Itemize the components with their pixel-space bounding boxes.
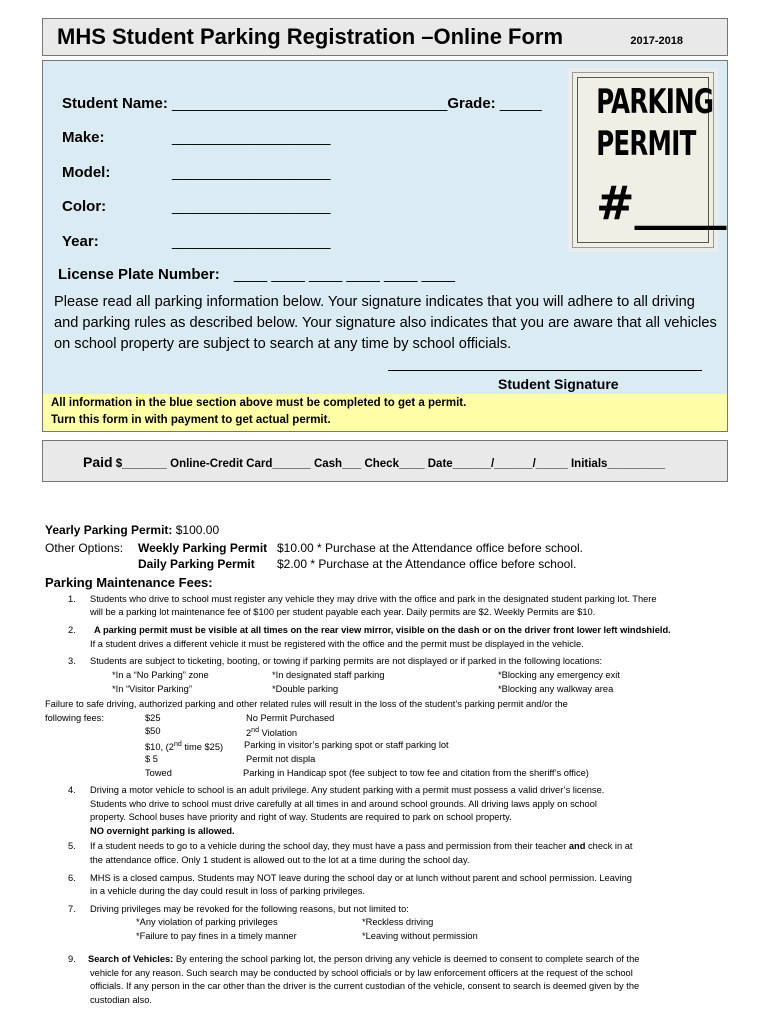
- rule-2-line-2: If a student drives a different vehicle it must be registered with the office and the permit must be displayed in the vehicle.: [90, 639, 584, 649]
- rule-4-line-1: Driving a motor vehicle to school is an adult privilege. Any student parking with a permit must possess a valid driver’s license.: [90, 785, 605, 795]
- rule-3-line-1: Students are subject to ticketing, booting, or towing if parking permits are not displayed or if parked in the following locations:: [90, 656, 603, 666]
- fee-1-amount: $25: [145, 713, 161, 723]
- license-plate-label: License Plate Number:: [58, 266, 220, 283]
- school-year: 2017-2018: [630, 35, 683, 47]
- year-line[interactable]: ___________________: [172, 233, 331, 250]
- failure-line-2: following fees:: [45, 713, 104, 723]
- fee-3-amount: $10, (2nd time $25): [145, 741, 224, 753]
- form-title-bar: [42, 18, 728, 56]
- rule-3-number: 3.: [68, 656, 76, 666]
- make-line[interactable]: ___________________: [172, 129, 331, 146]
- permit-word-parking: PARKING: [596, 82, 714, 122]
- fee-5-description: Parking in Handicap spot (fee subject to tow fee and citation from the sheriff’s office): [243, 768, 589, 778]
- rule-4-line-2: Students who drive to school must drive carefully at all times in and around school grounds. All driving laws apply on school: [90, 799, 597, 809]
- model-line[interactable]: ___________________: [172, 164, 331, 181]
- rule-9-line-3: officials. If any person in the car other than the driver is the current custodian of the vehicle, consent to search is deemed given by the: [90, 981, 640, 991]
- permit-word-permit: PERMIT: [596, 124, 696, 164]
- year-field[interactable]: [62, 233, 99, 250]
- color-line[interactable]: ___________________: [172, 198, 331, 215]
- rule-4-line-3: property. School buses have priority and right of way. Students are required to park on school property.: [90, 812, 512, 822]
- daily-permit-label: Daily Parking Permit: [138, 557, 255, 571]
- notice-line-2: Turn this form in with payment to get actual permit.: [51, 414, 331, 426]
- fee-3-description: Parking in visitor’s parking spot or staff parking lot: [244, 740, 449, 750]
- paid-label: Paid: [83, 454, 113, 470]
- page-title: MHS Student Parking Registration –Online Form: [57, 24, 564, 49]
- license-plate-line[interactable]: ____ ____ ____ ____ ____ ____: [233, 266, 455, 283]
- rule-2-line-1: A parking permit must be visible at all times on the rear view mirror, visible on the dash or on the driver front lower left windshield.: [94, 625, 671, 635]
- model-label: Model:: [62, 164, 111, 181]
- rule-9-line-1: Search of Vehicles: By entering the school parking lot, the person driving any vehicle is deemed to consent to complete search of the: [88, 954, 640, 964]
- payment-line[interactable]: [83, 454, 665, 470]
- fees-heading: Parking Maintenance Fees:: [45, 575, 213, 590]
- rule-9-line-2: vehicle for any reason. Such search may be conducted by school officials or by law enforcement officers at the request of the school: [90, 968, 633, 978]
- fee-2-description: 2nd Violation: [246, 727, 298, 739]
- rule-3-item-c: *Blocking any emergency exit: [498, 670, 620, 680]
- color-label: Color:: [62, 198, 107, 215]
- permit-number-field[interactable]: #____: [596, 176, 727, 230]
- rule-4-number: 4.: [68, 785, 76, 795]
- failure-line-1: Failure to safe driving, authorized parking and other related rules will result in the loss of the student’s parking permit and/or the: [45, 699, 568, 709]
- weekly-permit-label: Weekly Parking Permit: [138, 541, 268, 555]
- yearly-permit-row: [45, 523, 219, 537]
- rule-1-number: 1.: [68, 594, 76, 604]
- signature-label: Student Signature: [498, 376, 619, 392]
- fee-5-amount: Towed: [145, 768, 172, 778]
- notice-line-1: All information in the blue section above must be completed to get a permit.: [51, 397, 467, 409]
- weekly-permit-price: $10.00 * Purchase at the Attendance office before school.: [277, 541, 583, 555]
- grade-label: Grade:: [447, 95, 496, 112]
- parking-permit-box: [568, 68, 727, 252]
- payment-fields[interactable]: $_______ Online-Credit Card______ Cash___ Check____ Date______/______/_____ Initials_________: [115, 458, 665, 470]
- model-field[interactable]: [62, 164, 110, 181]
- grade-line[interactable]: _____: [499, 95, 542, 112]
- rule-9-line-4: custodian also.: [90, 995, 153, 1005]
- signature-line[interactable]: [388, 370, 702, 371]
- student-name-label: Student Name:: [62, 95, 168, 112]
- rule-7-item-d: *Leaving without permission: [362, 931, 478, 941]
- rule-3-item-a: *In a “No Parking” zone: [112, 670, 209, 680]
- other-options-label: Other Options:: [45, 541, 124, 555]
- rule-7-item-c: *Failure to pay fines in a timely manner: [136, 931, 297, 941]
- rule-5-number: 5.: [68, 841, 76, 851]
- license-plate-field[interactable]: [58, 266, 455, 283]
- rule-1-line-2: will be a parking lot maintenance fee of $100 per student payable each year. Daily permits are $2. Weekly Permits are $10.: [90, 607, 596, 617]
- student-name-line[interactable]: _________________________________: [172, 95, 448, 112]
- rule-5-line-2: the attendance office. Only 1 student is allowed out to the lot at a time during the school day.: [90, 855, 470, 865]
- rule-3-item-b: *In designated staff parking: [272, 670, 385, 680]
- rule-1-line-1: Students who drive to school must register any vehicle they may drive with the office and park in the designated student parking lot. There: [90, 594, 657, 604]
- rule-7-item-b: *Reckless driving: [362, 917, 434, 927]
- rule-3-item-e: *Double parking: [272, 684, 339, 694]
- color-field[interactable]: [62, 198, 106, 215]
- rule-7-line-1: Driving privileges may be revoked for the following reasons, but not limited to:: [90, 904, 409, 914]
- make-label: Make:: [62, 129, 105, 146]
- rule-9-number: 9.: [68, 954, 76, 964]
- fee-4-amount: $ 5: [145, 754, 158, 764]
- yearly-permit-price: $100.00: [175, 523, 220, 537]
- rule-4-line-4: NO overnight parking is allowed.: [90, 826, 235, 836]
- permit-inner-frame: [577, 77, 727, 243]
- notice-banner: [42, 394, 728, 432]
- rule-6-line-2: in a vehicle during the day could result in loss of parking privileges.: [90, 886, 365, 896]
- rule-7-item-a: *Any violation of parking privileges: [136, 917, 278, 927]
- rule-3-item-f: *Blocking any walkway area: [498, 684, 614, 694]
- fee-4-description: Permit not displa: [246, 754, 316, 764]
- payment-section: [42, 440, 728, 482]
- rule-2-number: 2.: [68, 625, 76, 635]
- fee-2-amount: $50: [145, 726, 161, 736]
- student-name-field[interactable]: [62, 95, 542, 112]
- rule-6-line-1: MHS is a closed campus. Students may NOT leave during the school day or at lunch without parent and school permission. Leaving: [90, 873, 632, 883]
- daily-permit-price: $2.00 * Purchase at the Attendance office before school.: [277, 557, 577, 571]
- yearly-permit-label: Yearly Parking Permit:: [45, 523, 173, 537]
- rule-6-number: 6.: [68, 873, 76, 883]
- agreement-paragraph: Please read all parking information below. Your signature indicates that you will adhere to all driving and parking rules as described below. Your signature also indicates that you are aware that all vehicles on school property are subject to search at any time by school officials.: [54, 294, 717, 352]
- rule-7-number: 7.: [68, 904, 76, 914]
- rule-5-line-1: If a student needs to go to a vehicle during the school day, they must have a pass and permission from their teacher and check in at: [90, 841, 633, 851]
- make-field[interactable]: [62, 129, 105, 146]
- fee-1-description: No Permit Purchased: [246, 713, 335, 723]
- year-label: Year:: [62, 233, 99, 250]
- rule-3-item-d: *In “Visitor Parking”: [112, 684, 192, 694]
